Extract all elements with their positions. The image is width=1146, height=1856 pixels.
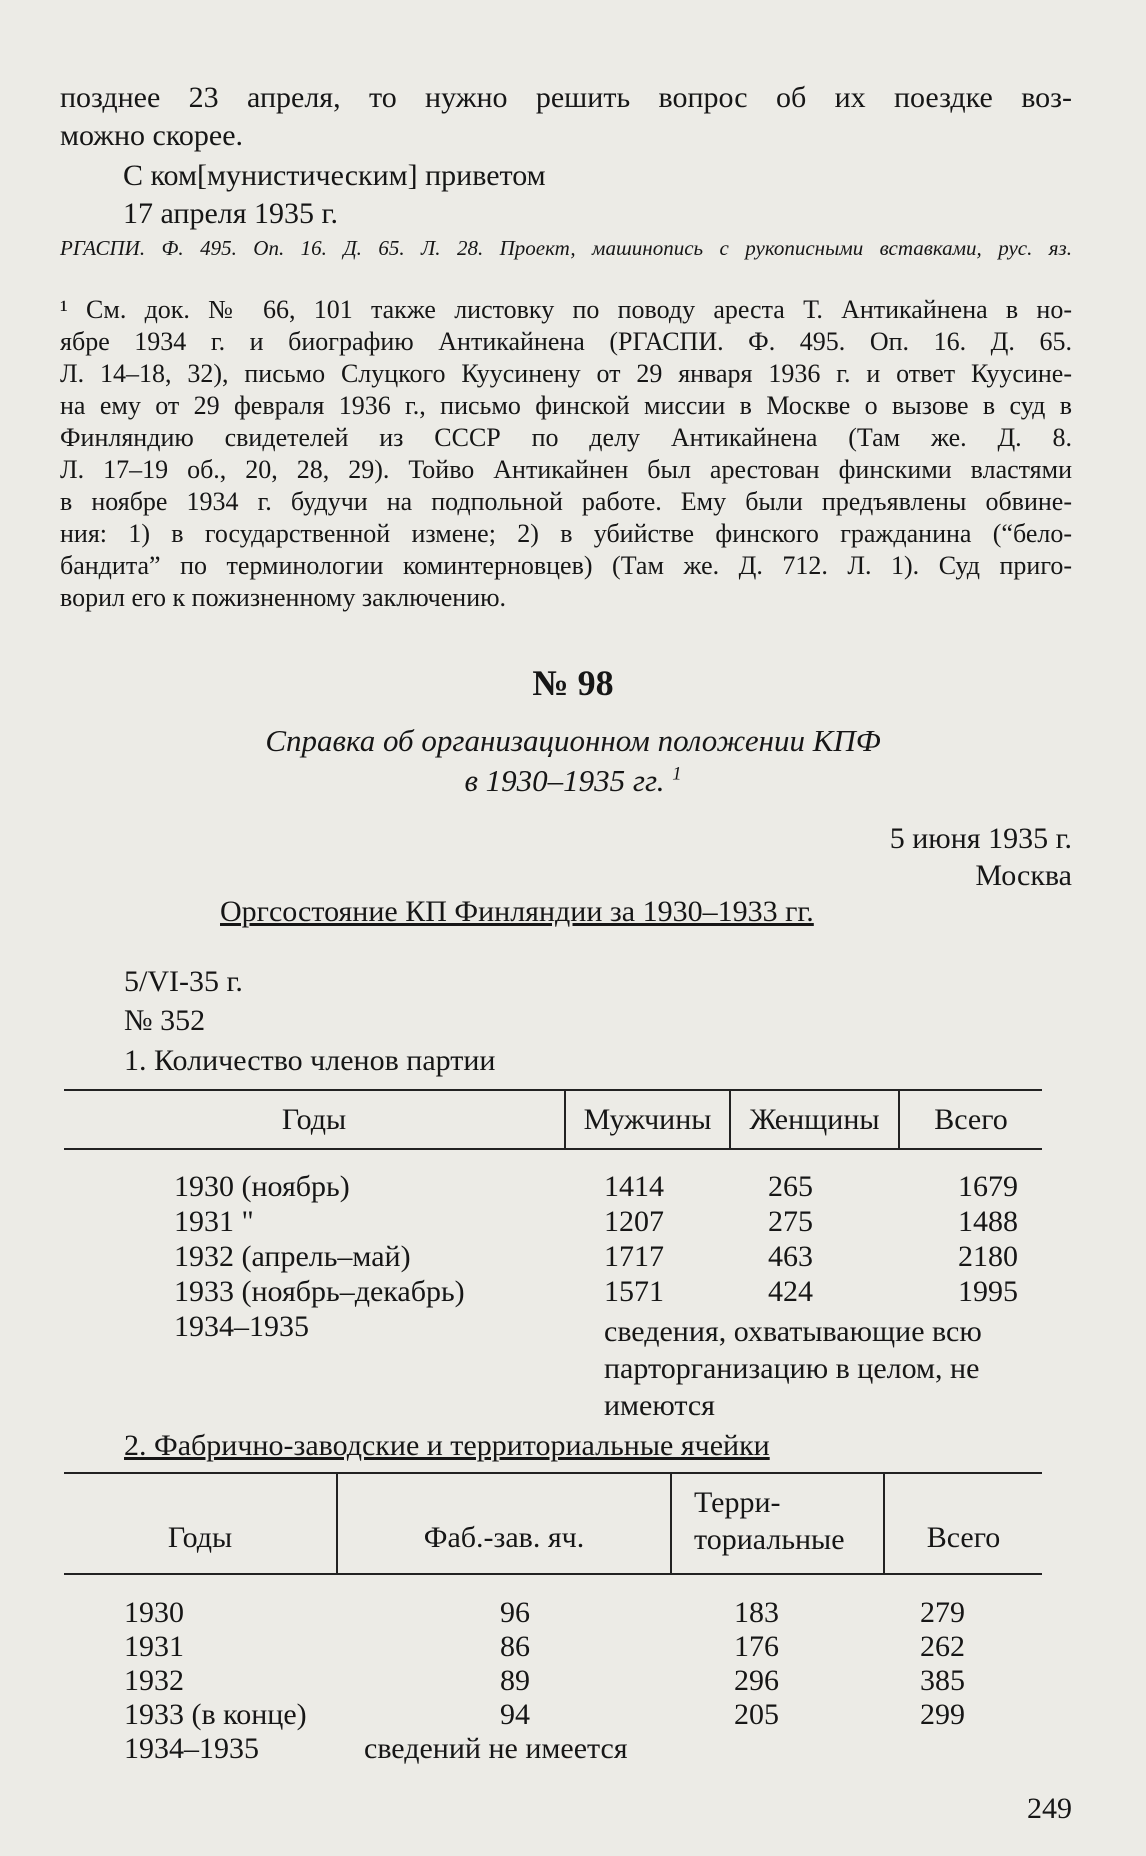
document-place: Москва: [975, 859, 1072, 892]
table1-header-total: Всего: [934, 1103, 1008, 1136]
table2-header-total: Всего: [926, 1521, 1001, 1554]
table2-col-divider: [670, 1472, 672, 1574]
table2-row-year: 1932: [124, 1664, 184, 1697]
table2-row-total: 299: [920, 1698, 965, 1731]
title-footnote-mark: 1: [672, 763, 682, 785]
table1-header-women: Женщины: [749, 1103, 880, 1136]
footnote-line: Финляндию свидетелей из СССР по делу Антикайнена (Там же. Д. 8.: [60, 423, 1072, 452]
table1-top-rule: [64, 1089, 1042, 1091]
table2-row-year: 1930: [124, 1596, 184, 1629]
table2-top-rule: [64, 1472, 1042, 1474]
table2-note: сведений не имеется: [364, 1732, 628, 1765]
footnote-line: Л. 14–18, 32), письмо Слуцкого Куусинену от 29 января 1936 г. и ответ Куусине-: [60, 359, 1072, 388]
document-title-line-1: Справка об организационном положении КПФ: [265, 723, 881, 758]
table1-note-line: имеются: [604, 1389, 715, 1422]
table2-row-territorial: 205: [734, 1698, 779, 1731]
table2-row-factory: 86: [500, 1630, 530, 1663]
reference-number: № 352: [124, 1004, 206, 1037]
table1-row-men: 1414: [604, 1170, 664, 1203]
table2-header-territorial: Терри- ториальные: [694, 1486, 845, 1556]
letter-greeting: С ком[мунистическим] приветом: [123, 159, 546, 192]
table1-row-year: 1931 ": [174, 1205, 254, 1238]
table2-row-factory: 94: [500, 1698, 530, 1731]
table1-row-year: 1932 (апрель–май): [174, 1240, 411, 1273]
table2-header-rule: [64, 1573, 1042, 1575]
table2-row-total: 279: [920, 1596, 965, 1629]
document-heading: Оргсостояние КП Финляндии за 1930–1933 гг.: [220, 895, 814, 928]
footnote-line: ¹ См. док. № 66, 101 также листовку по поводу ареста Т. Антикайнена в но-: [60, 295, 1072, 324]
footnote-line: Л. 17–19 об., 20, 28, 29). Тойво Антикайнен был арестован финскими властями: [60, 455, 1072, 484]
table1-row-women: 463: [768, 1240, 813, 1273]
table2-row-factory: 96: [500, 1596, 530, 1629]
table2-row-territorial: 176: [734, 1630, 779, 1663]
table1-row-total: 1679: [958, 1170, 1018, 1203]
table1-row-total: 1488: [958, 1205, 1018, 1238]
table1-header-years: Годы: [281, 1103, 347, 1136]
table1-row-women: 424: [768, 1275, 813, 1308]
table2-row-year: 1933 (в конце): [124, 1698, 307, 1731]
footnote-line: ния: 1) в государственной измене; 2) в убийстве финского гражданина (“бело-: [60, 519, 1072, 548]
document-date: 5 июня 1935 г.: [889, 822, 1072, 855]
document-number: № 98: [532, 663, 614, 703]
footnote-line: на ему от 29 февраля 1936 г., письмо финской миссии в Москве о вызове в суд в: [60, 391, 1072, 420]
table1-caption: 1. Количество членов партии: [124, 1044, 496, 1077]
table1-header-rule: [64, 1148, 1042, 1150]
document-title-line-2: в 1930–1935 гг. $^1$: [464, 763, 682, 798]
table2-header-factory: Фаб.-зав. яч.: [423, 1521, 585, 1554]
footnote-line: бандита” по терминологии коминтерновцев) (Там же. Д. 712. Л. 1). Суд приго-: [60, 551, 1072, 580]
table1-row-women: 275: [768, 1205, 813, 1238]
letter-line-1: позднее 23 апреля, то нужно решить вопрос об их поездке воз-: [60, 81, 1072, 114]
table1-note-line: сведения, охватывающие всю: [604, 1315, 982, 1348]
table2-row-year: 1934–1935: [124, 1732, 259, 1765]
table2-caption: 2. Фабрично-заводские и территориальные ячейки: [124, 1429, 770, 1462]
table1-row-year: 1934–1935: [174, 1310, 309, 1343]
table1-note-line: парторганизацию в целом, не: [604, 1352, 980, 1385]
reference-date: 5/VI-35 г.: [124, 965, 243, 998]
footnote-line-last: ворил его к пожизненному заключению.: [60, 583, 507, 612]
page-number: 249: [1027, 1792, 1072, 1825]
table2-row-territorial: 296: [734, 1664, 779, 1697]
table2-header-years: Годы: [167, 1521, 233, 1554]
table1-row-total: 2180: [958, 1240, 1018, 1273]
letter-line-2: можно скорее.: [60, 119, 244, 152]
table2-row-year: 1931: [124, 1630, 184, 1663]
table1-row-men: 1717: [604, 1240, 664, 1273]
footnote-line: в ноябре 1934 г. будучи на подпольной работе. Ему были предъявлены обвине-: [60, 487, 1072, 516]
table1-header-men: Мужчины: [583, 1103, 712, 1136]
table1-row-year: 1933 (ноябрь–декабрь): [174, 1275, 465, 1308]
table1-row-women: 265: [768, 1170, 813, 1203]
archive-source: РГАСПИ. Ф. 495. Оп. 16. Д. 65. Л. 28. Проект, машинопись с рукописными вставками, рус. яз.: [60, 236, 1072, 260]
table2-row-factory: 89: [500, 1664, 530, 1697]
footnote-line: ябре 1934 г. и биографию Антикайнена (РГАСПИ. Ф. 495. Оп. 16. Д. 65.: [60, 327, 1072, 356]
table2-row-total: 385: [920, 1664, 965, 1697]
table2-row-total: 262: [920, 1630, 965, 1663]
table1-row-men: 1207: [604, 1205, 664, 1238]
table2-row-territorial: 183: [734, 1596, 779, 1629]
table1-row-year: 1930 (ноябрь): [174, 1170, 350, 1203]
letter-date: 17 апреля 1935 г.: [123, 197, 338, 230]
table1-row-men: 1571: [604, 1275, 664, 1308]
table1-row-total: 1995: [958, 1275, 1018, 1308]
